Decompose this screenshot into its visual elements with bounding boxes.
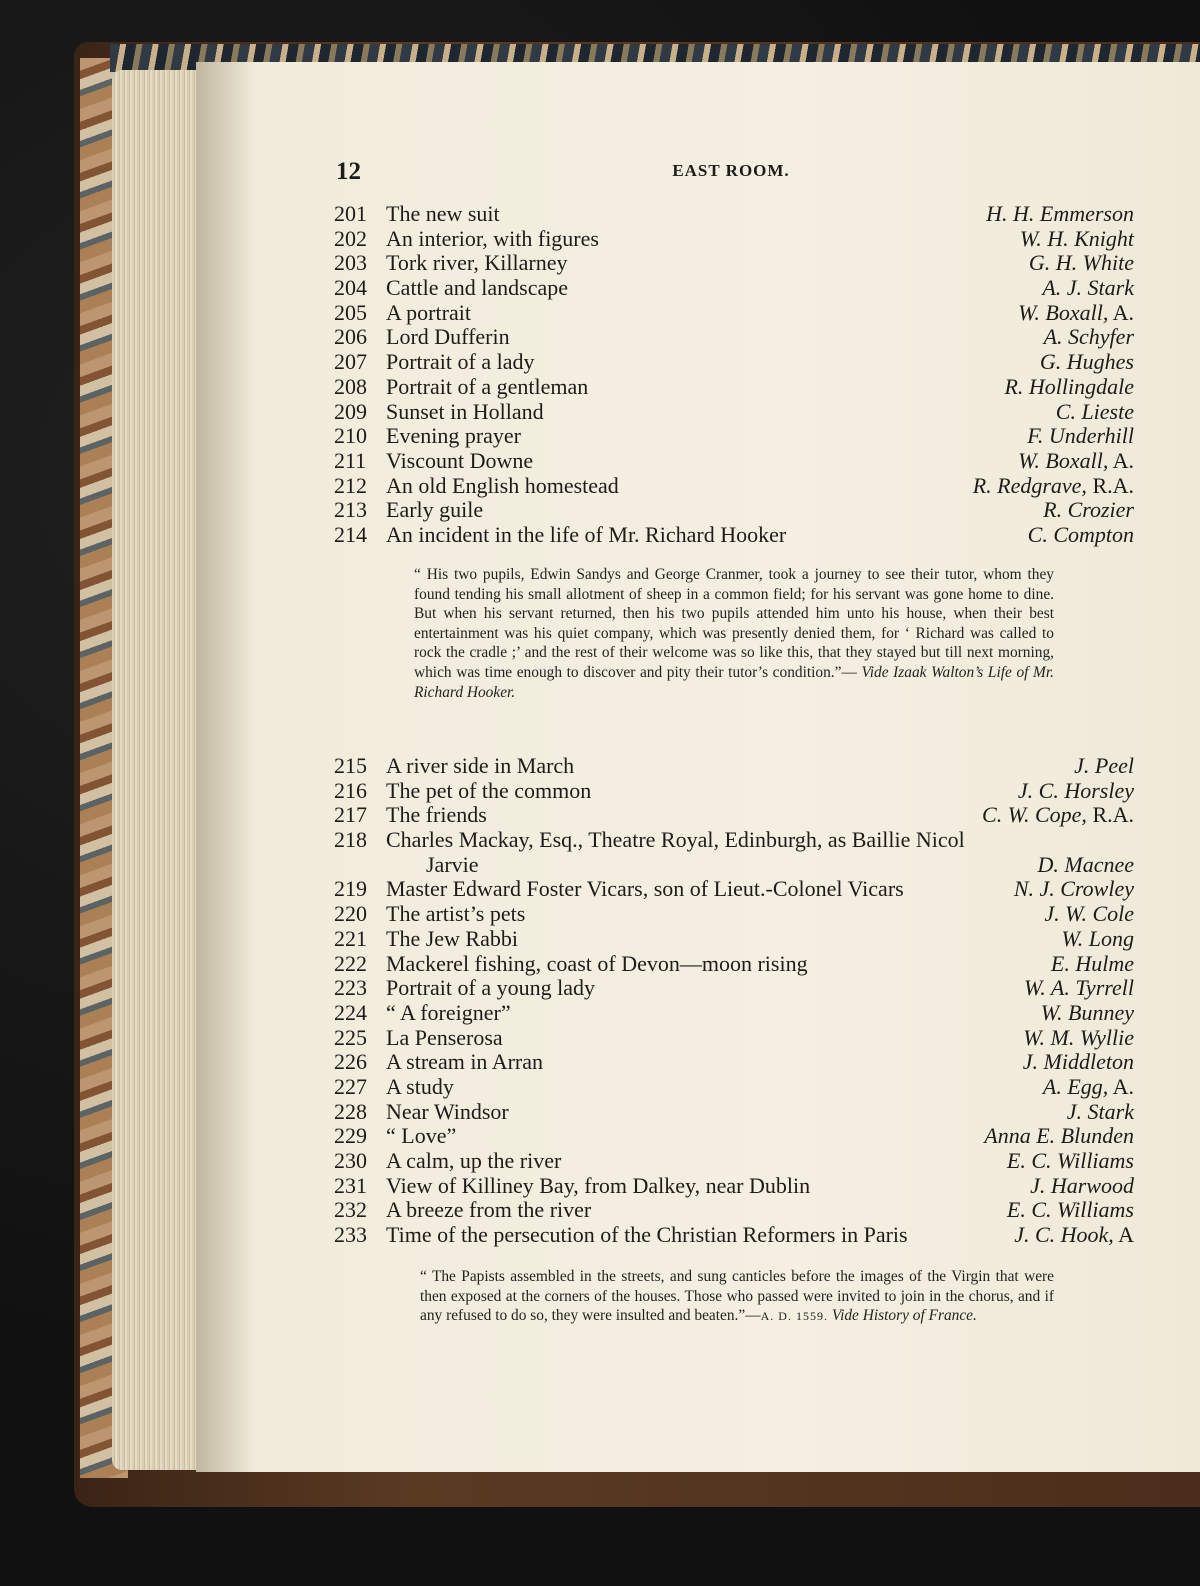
entry-number: 227 <box>334 1073 367 1099</box>
entry-title: Tork river, Killarney <box>386 250 568 276</box>
entry-artist <box>1007 1198 1134 1223</box>
catalogue-entry <box>334 202 1134 227</box>
artist-suffix: R.A. <box>1086 472 1134 498</box>
entry-number: 222 <box>334 950 367 976</box>
artist-name: J. W. Cole <box>1044 901 1134 927</box>
artist-suffix: A. <box>1108 447 1134 473</box>
quote-text: “ His two pupils, Edwin Sandys and George Cranmer, took a journey to see their tutor, whom they found tending his small allotment of sheep in a common field; for his servant was gone home to dine. But when his servant returned, then his two pupils attended him unto his house, when their best entertainment was his quiet company, which was presently denied them, for ‘ Richard was called to rock the cradle ;’ and the rest of their welcome was so like this, that they stayed but till next morning, which was time enough to discover and pity their tutor’s condition.”— <box>414 566 1054 681</box>
catalogue-entry <box>334 498 1134 523</box>
entry-artist <box>1023 1050 1134 1075</box>
page-edges <box>112 70 202 1470</box>
entry-number: 208 <box>334 373 367 399</box>
catalogue-entry <box>334 1174 1134 1199</box>
artist-name: W. M. Wyllie <box>1023 1024 1134 1050</box>
artist-suffix: R.A. <box>1086 802 1134 828</box>
entry-title: A river side in March <box>386 753 575 778</box>
entry-title: Portrait of a gentleman <box>386 373 589 399</box>
entry-title: The friends <box>386 802 487 828</box>
quote-papists <box>420 1267 1054 1327</box>
entry-artist <box>1018 449 1134 474</box>
entry-artist <box>1044 902 1134 927</box>
entry-artist <box>1028 523 1134 548</box>
catalogue-entry <box>334 251 1134 276</box>
catalogue-entry <box>334 754 1134 779</box>
entry-number: 201 <box>334 201 367 226</box>
entry-number: 224 <box>334 999 367 1025</box>
quote-reference: Vide Izaak Walton’s Life of Mr. Richard Hooker. <box>414 663 1054 701</box>
catalogue-entry <box>334 1124 1134 1149</box>
quote-year: A. D. 1559. <box>760 1309 828 1324</box>
entry-title: “ Love” <box>386 1123 457 1149</box>
entry-title: The Jew Rabbi <box>386 925 518 951</box>
entry-artist <box>1074 754 1134 779</box>
entry-number: 209 <box>334 398 367 424</box>
entry-title: The new suit <box>386 201 500 226</box>
artist-name: W. Bunney <box>1040 999 1134 1025</box>
entry-number: 205 <box>334 299 367 325</box>
entry-title: Lord Dufferin <box>386 324 510 350</box>
entry-title: An incident in the life of Mr. Richard Hooker <box>386 521 787 547</box>
artist-name: J. Middleton <box>1022 1049 1134 1075</box>
entry-title: Portrait of a lady <box>386 349 535 375</box>
artist-name: G. Hughes <box>1039 349 1134 375</box>
entry-number: 229 <box>334 1123 367 1149</box>
catalogue-entry <box>334 1100 1134 1125</box>
entry-number: 230 <box>334 1148 367 1173</box>
artist-suffix: A. <box>1108 1073 1134 1099</box>
entry-title: Viscount Downe <box>386 447 534 473</box>
entry-title: Jarvie <box>426 851 479 877</box>
entry-number: 211 <box>334 447 367 473</box>
catalogue-entry <box>334 276 1134 301</box>
entry-number: 206 <box>334 324 367 350</box>
entry-title: A breeze from the river <box>386 1197 592 1223</box>
catalogue-page <box>196 62 1200 1472</box>
artist-name: W. Long <box>1061 925 1134 951</box>
catalogue-entry <box>334 325 1134 350</box>
catalogue-entry <box>334 952 1134 977</box>
entry-artist <box>1030 1174 1134 1199</box>
entry-number: 225 <box>334 1024 367 1050</box>
artist-name: H. H. Emmerson <box>986 201 1134 226</box>
catalogue-entry <box>334 227 1134 252</box>
entry-artist <box>982 803 1134 828</box>
running-head: EAST ROOM. <box>672 161 790 180</box>
artist-name: E. C. Williams <box>1006 1148 1134 1173</box>
entry-list-b <box>334 754 1134 1248</box>
entry-artist <box>1067 1100 1134 1125</box>
entry-artist <box>1004 375 1134 400</box>
entry-title: Early guile <box>386 497 484 523</box>
catalogue-entry <box>334 523 1134 548</box>
catalogue-entry <box>334 301 1134 326</box>
entry-number: 214 <box>334 521 367 547</box>
entry-number: 232 <box>334 1197 367 1223</box>
entry-title: A calm, up the river <box>386 1148 562 1173</box>
catalogue-entry <box>334 350 1134 375</box>
artist-name: C. W. Cope, <box>982 802 1087 828</box>
catalogue-entry <box>334 1223 1134 1248</box>
artist-name: J. Stark <box>1066 1098 1134 1124</box>
entry-artist <box>1024 976 1134 1001</box>
entry-number: 231 <box>334 1172 367 1198</box>
entry-artist <box>984 1124 1134 1149</box>
entry-number: 212 <box>334 472 367 498</box>
entry-artist <box>1056 400 1134 425</box>
quote-hooker <box>414 565 1054 702</box>
entry-title: An old English homestead <box>386 472 619 498</box>
entry-number: 228 <box>334 1098 367 1124</box>
catalogue-entry <box>334 1026 1134 1051</box>
artist-name: J. Peel <box>1074 753 1134 778</box>
entry-artist <box>1023 1026 1134 1051</box>
entry-number: 218 <box>334 827 367 853</box>
artist-name: R. Crozier <box>1043 497 1134 523</box>
entry-title: The artist’s pets <box>386 901 526 927</box>
catalogue-entry <box>334 424 1134 449</box>
catalogue-entry <box>334 375 1134 400</box>
entry-artist <box>986 202 1134 227</box>
artist-name: A. Schyfer <box>1043 324 1134 350</box>
entry-number: 219 <box>334 876 367 902</box>
artist-name: C. Compton <box>1027 521 1134 547</box>
entry-artist <box>1043 1075 1134 1100</box>
entry-artist <box>1018 301 1134 326</box>
entry-title: Cattle and landscape <box>386 275 569 301</box>
artist-name: E. Hulme <box>1050 950 1134 976</box>
entry-artist <box>1041 1001 1134 1026</box>
page-header <box>336 158 1126 188</box>
catalogue-entry <box>334 1001 1134 1026</box>
entry-number: 202 <box>334 225 367 251</box>
page-number: 12 <box>336 158 361 185</box>
catalogue-entry <box>334 927 1134 952</box>
entry-title: Sunset in Holland <box>386 398 544 424</box>
entry-number: 220 <box>334 901 367 927</box>
artist-name: J. C. Horsley <box>1017 777 1134 803</box>
entry-number: 210 <box>334 423 367 449</box>
catalogue-entry <box>334 449 1134 474</box>
catalogue-entry <box>334 877 1134 902</box>
entry-title: Charles Mackay, Esq., Theatre Royal, Edinburgh, as Baillie Nicol <box>386 827 965 853</box>
entry-title: A study <box>386 1073 454 1099</box>
artist-name: Anna E. Blunden <box>984 1123 1134 1149</box>
entry-artist <box>1029 251 1134 276</box>
entry-number: 233 <box>334 1222 367 1248</box>
catalogue-entry <box>334 474 1134 499</box>
entry-artist <box>1014 1223 1134 1248</box>
catalogue-entry <box>334 976 1134 1001</box>
entry-number: 213 <box>334 497 367 523</box>
artist-name: W. A. Tyrrell <box>1023 975 1134 1001</box>
entry-list-a <box>334 202 1134 548</box>
artist-name: W. Boxall, <box>1018 447 1109 473</box>
artist-name: D. Macnee <box>1037 851 1134 877</box>
entry-title: La Penserosa <box>386 1024 503 1050</box>
entry-title: Near Windsor <box>386 1098 509 1124</box>
entry-title: Time of the persecution of the Christian Reformers in Paris <box>386 1222 908 1248</box>
artist-name: F. Underhill <box>1027 423 1134 449</box>
entry-artist <box>1051 952 1134 977</box>
quote-reference: Vide History of France. <box>831 1307 977 1325</box>
entry-artist <box>1027 424 1134 449</box>
entry-title: Portrait of a young lady <box>386 975 595 1001</box>
entry-number: 204 <box>334 275 367 301</box>
entry-artist <box>1037 853 1134 878</box>
artist-name: C. Lieste <box>1055 398 1134 424</box>
entry-number: 203 <box>334 250 367 276</box>
entry-number: 216 <box>334 777 367 803</box>
entry-title: The pet of the common <box>386 777 592 803</box>
artist-name: A. J. Stark <box>1042 275 1134 301</box>
catalogue-entry <box>334 1075 1134 1100</box>
catalogue-entry <box>334 853 1134 878</box>
artist-suffix: A <box>1113 1222 1134 1248</box>
catalogue-entry <box>334 902 1134 927</box>
entry-number: 215 <box>334 753 367 778</box>
artist-name: W. H. Knight <box>1019 225 1134 251</box>
artist-name: W. Boxall, <box>1018 299 1109 325</box>
entry-artist <box>1018 779 1134 804</box>
entry-artist <box>1042 276 1134 301</box>
entry-number: 217 <box>334 802 367 828</box>
entry-artist <box>1061 927 1134 952</box>
entry-title: A portrait <box>386 299 471 325</box>
entry-artist <box>1043 498 1134 523</box>
artist-name: R. Redgrave, <box>972 472 1087 498</box>
entry-artist <box>1014 877 1134 902</box>
catalogue-entry <box>334 779 1134 804</box>
gutter-shadow <box>196 62 256 1472</box>
entry-artist <box>1020 227 1134 252</box>
entry-title: A stream in Arran <box>386 1049 544 1075</box>
entry-title: View of Killiney Bay, from Dalkey, near Dublin <box>386 1172 811 1198</box>
entry-title: Mackerel fishing, coast of Devon—moon rising <box>386 950 808 976</box>
entry-artist <box>1040 350 1134 375</box>
catalogue-entry <box>334 1149 1134 1174</box>
artist-name: E. C. Williams <box>1006 1197 1134 1223</box>
catalogue-entry <box>334 400 1134 425</box>
artist-name: A. Egg, <box>1042 1073 1109 1099</box>
entry-title: An interior, with figures <box>386 225 599 251</box>
entry-number: 226 <box>334 1049 367 1075</box>
entry-title: Master Edward Foster Vicars, son of Lieut.-Colonel Vicars <box>386 876 904 902</box>
artist-name: N. J. Crowley <box>1013 876 1134 902</box>
artist-name: G. H. White <box>1028 250 1134 276</box>
catalogue-entry <box>334 1198 1134 1223</box>
artist-name: J. C. Hook, <box>1014 1222 1114 1248</box>
catalogue-entry <box>334 1050 1134 1075</box>
entry-artist <box>973 474 1134 499</box>
entry-number: 221 <box>334 925 367 951</box>
entry-artist <box>1007 1149 1134 1174</box>
quote-text: “ The Papists assembled in the streets, and sung canticles before the images of the Virgin that were then exposed at the corners of the houses. Those who passed were invited to join in the chorus, and if any refused to do so, they were insulted and beaten.”— <box>420 1268 1054 1325</box>
entry-title: Evening prayer <box>386 423 521 449</box>
entry-number: 223 <box>334 975 367 1001</box>
entry-title: “ A foreigner” <box>386 999 511 1025</box>
entry-artist <box>1044 325 1134 350</box>
artist-suffix: A. <box>1108 299 1134 325</box>
artist-name: J. Harwood <box>1030 1172 1134 1198</box>
entry-number: 207 <box>334 349 367 375</box>
catalogue-entry <box>334 803 1134 828</box>
catalogue-entry <box>334 828 1134 853</box>
artist-name: R. Hollingdale <box>1004 373 1134 399</box>
